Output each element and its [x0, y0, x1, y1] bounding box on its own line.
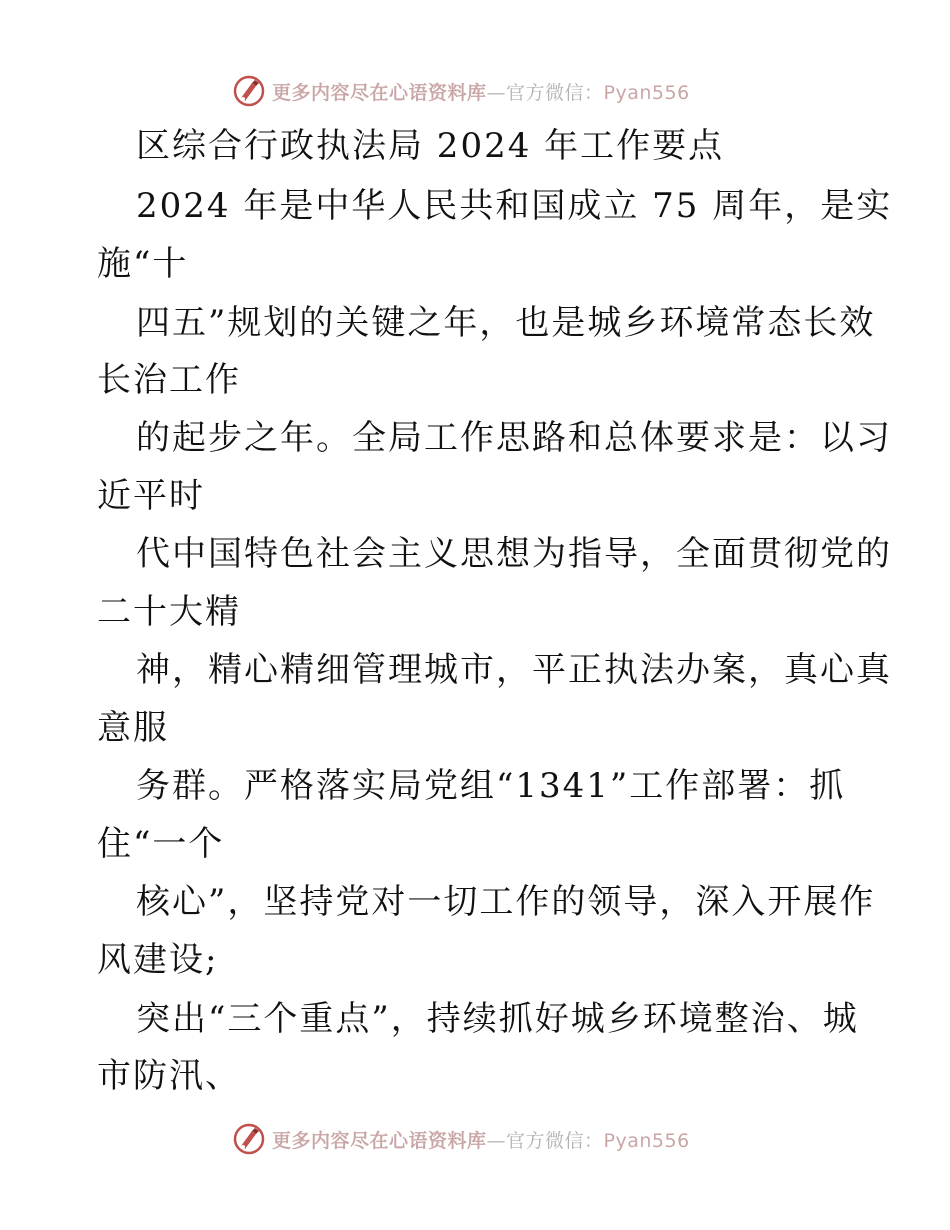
- paragraph-line-5: 的起步之年。全局工作思路和总体要求是：以习: [136, 418, 892, 458]
- watermark-site-text: 更多内容尽在心语资料库: [272, 81, 487, 104]
- pen-seal-icon: [232, 1122, 266, 1156]
- paragraph-line-7: 代中国特色社会主义思想为指导，全面贯彻党的: [136, 534, 892, 574]
- paragraph-line-3: 四五”规划的关键之年，也是城乡环境常态长效: [136, 303, 876, 343]
- paragraph-line-11: 务群。严格落实局党组“1341”工作部署：抓: [136, 766, 846, 806]
- paragraph-line-8: 二十大精: [97, 592, 241, 632]
- paragraph-line-4: 长治工作: [97, 360, 241, 400]
- watermark-dash: —: [486, 81, 507, 104]
- paragraph-line-12: 住“一个: [97, 824, 225, 864]
- paragraph-line-9: 神，精心精细管理城市，平正执法办案，真心真: [136, 650, 892, 690]
- document-title: 区综合行政执法局 2024 年工作要点: [136, 126, 725, 166]
- pen-seal-icon: [232, 74, 266, 108]
- paragraph-line-1: 2024 年是中华人民共和国成立 75 周年，是实: [136, 186, 893, 226]
- watermark-text: [272, 78, 690, 105]
- paragraph-line-10: 意服: [97, 708, 169, 748]
- watermark-site-text: 更多内容尽在心语资料库: [272, 1129, 487, 1152]
- paragraph-line-2: 施“十: [97, 244, 189, 284]
- watermark-dash: —: [486, 1129, 507, 1152]
- watermark-wechat-id: Pyan556: [603, 1129, 690, 1152]
- paragraph-line-13: 核心”，坚持党对一切工作的领导，深入开展作: [136, 882, 876, 922]
- paragraph-line-16: 市防汛、: [97, 1056, 241, 1096]
- paragraph-line-15: 突出“三个重点”，持续抓好城乡环境整治、城: [136, 999, 859, 1039]
- watermark-wechat-id: Pyan556: [603, 81, 690, 104]
- watermark-banner-top: [232, 74, 690, 108]
- watermark-text: [272, 1126, 690, 1153]
- watermark-wechat-label: 官方微信：: [506, 81, 604, 104]
- paragraph-line-14: 风建设;: [97, 940, 219, 980]
- watermark-banner-bottom: [232, 1122, 690, 1156]
- watermark-wechat-label: 官方微信：: [506, 1129, 604, 1152]
- paragraph-line-6: 近平时: [97, 476, 205, 516]
